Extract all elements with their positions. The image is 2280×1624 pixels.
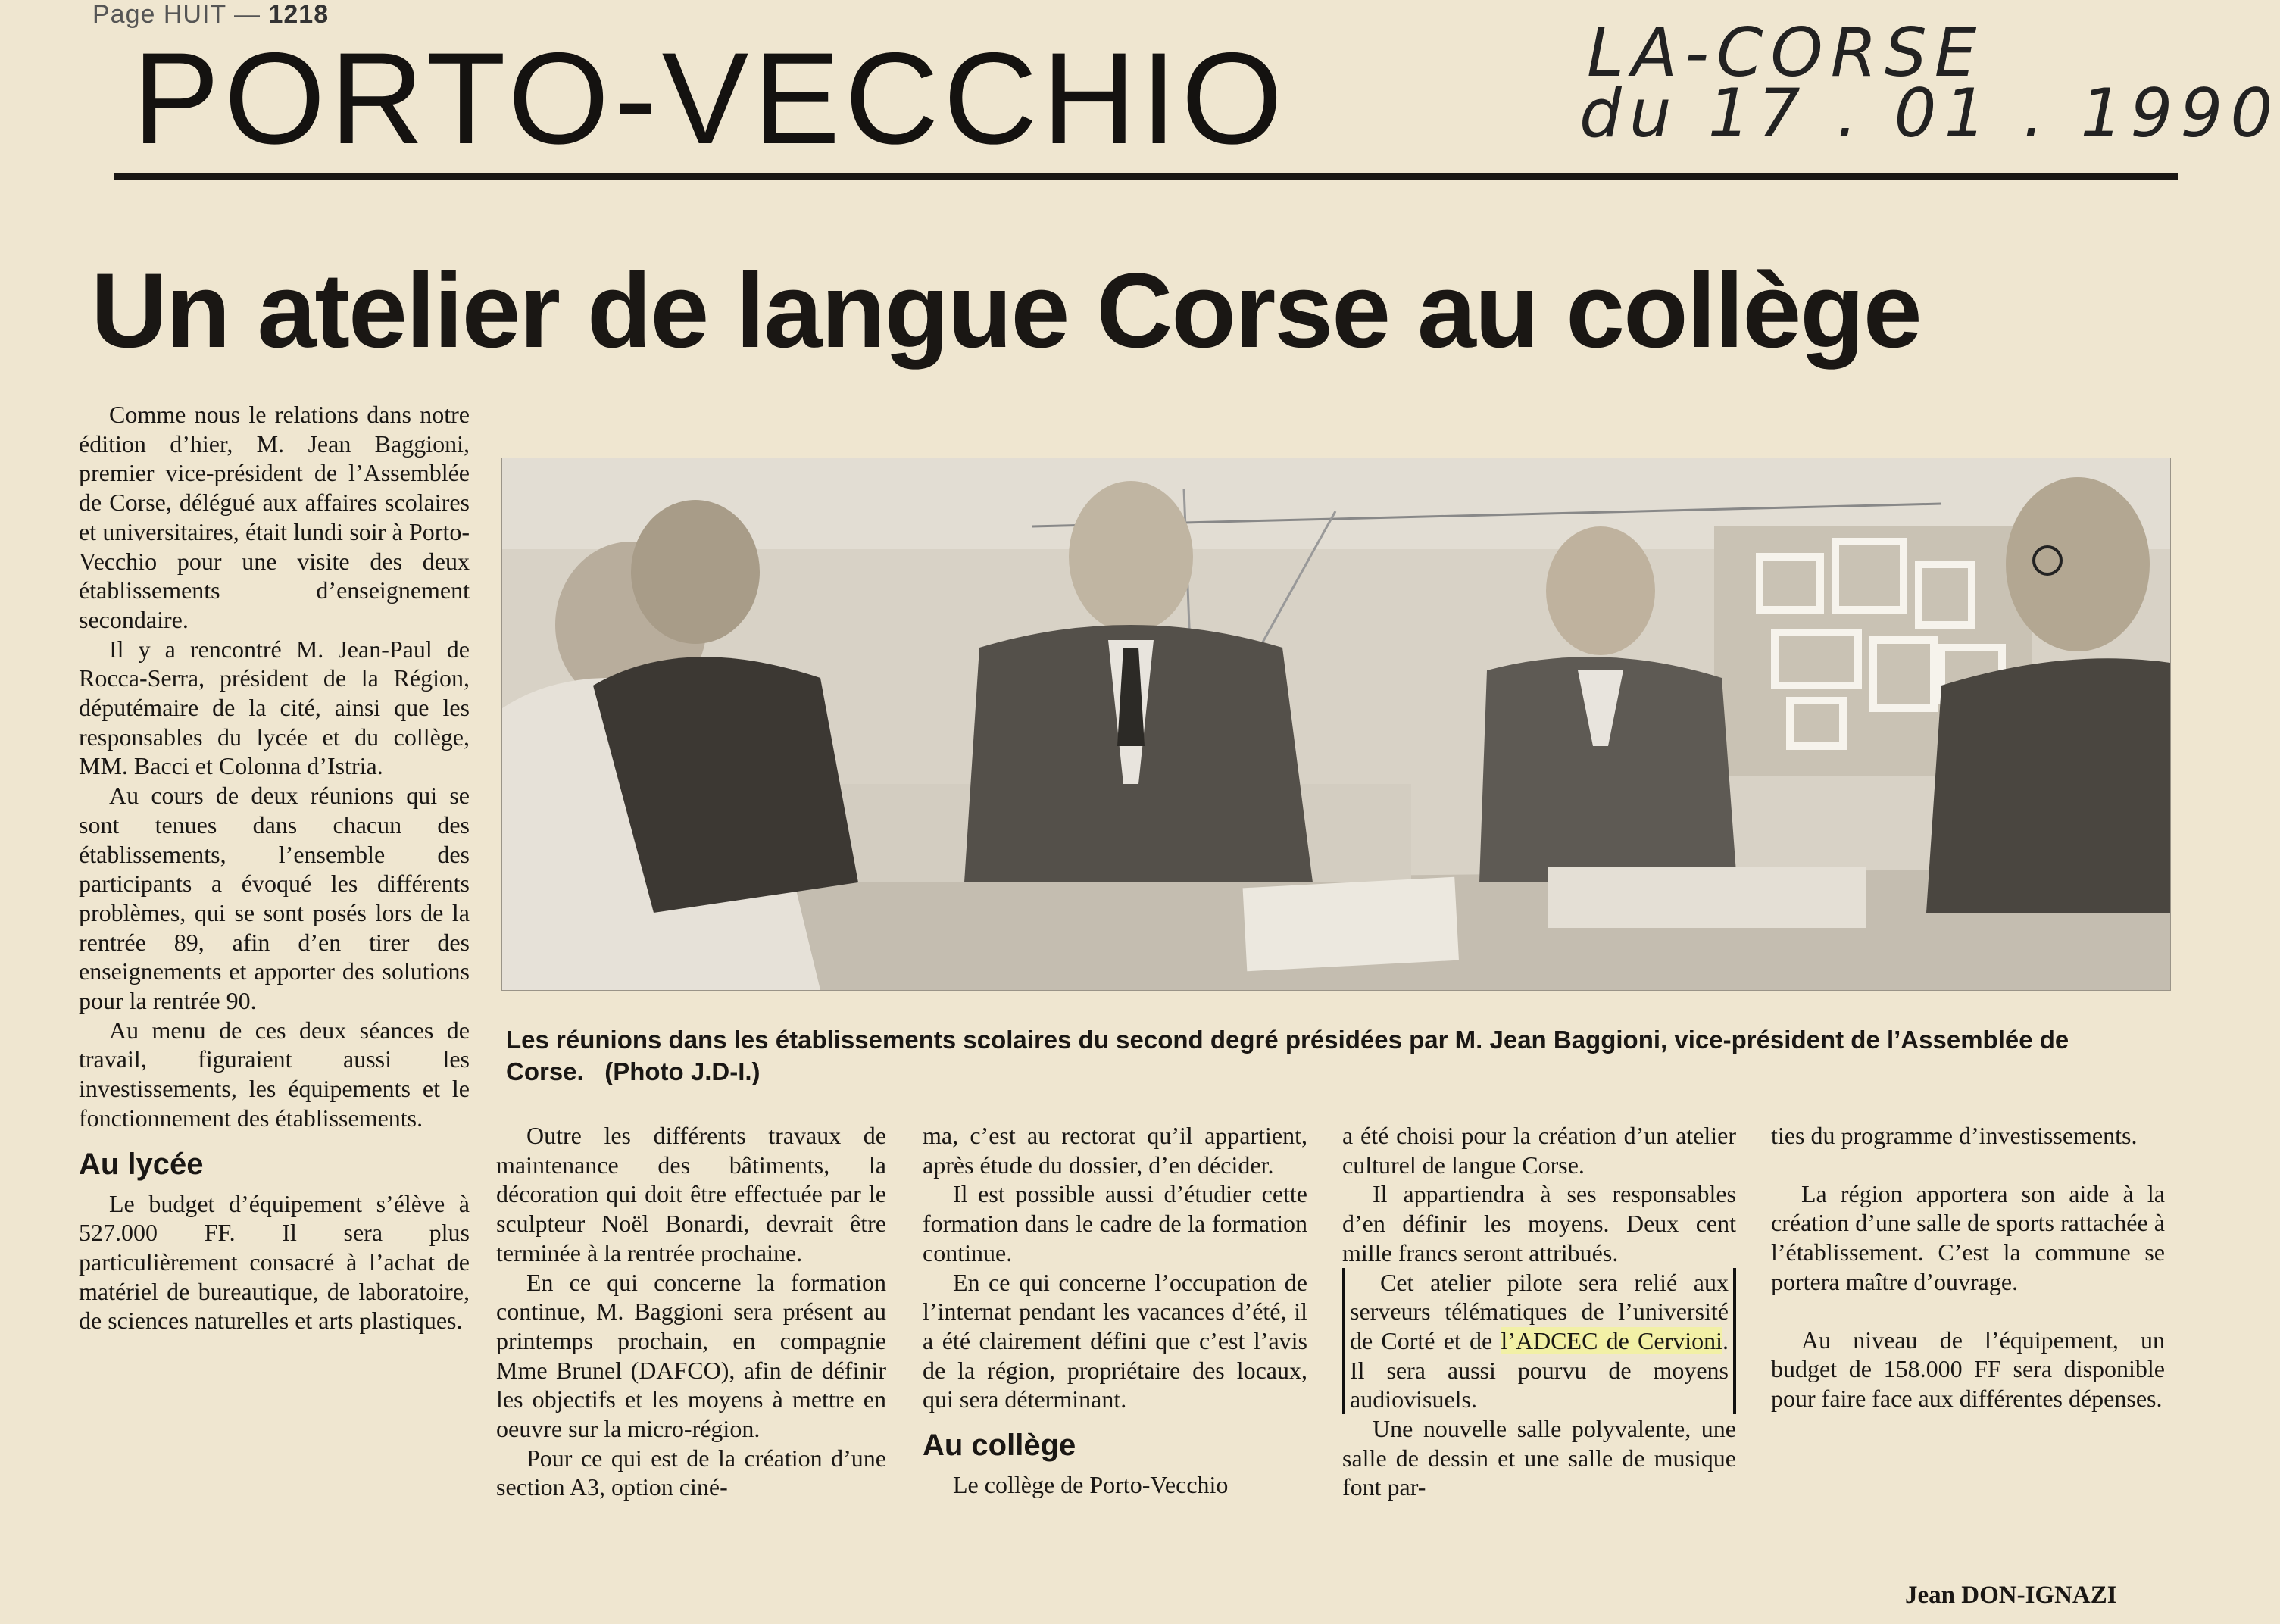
article-column-4 — [1342, 1121, 1736, 1502]
paragraph: Pour ce qui est de la création d’une section A3, option ciné- — [496, 1444, 886, 1501]
paragraph: Au niveau de l’équipement, un budget de 158.000 FF sera disponible pour faire face aux différentes dépenses. — [1771, 1326, 2165, 1412]
paragraph: a été choisi pour la création d’un atelier culturel de langue Corse. — [1342, 1122, 1736, 1179]
page-number: Page HUIT — 1218 — [92, 0, 330, 29]
paragraph: Une nouvelle salle polyvalente, une salle de dessin et une salle de musique font par- — [1342, 1415, 1736, 1501]
header-rule — [114, 173, 2178, 180]
paragraph: Il est possible aussi d’étudier cette formation dans le cadre de la formation continue. — [923, 1180, 1307, 1266]
photo-caption: Les réunions dans les établissements scolaires du second degré présidées par M. Jean Baggioni, vice-président de l’Assemblée de Corse. (Photo J.D-I.) — [506, 1026, 2069, 1085]
paragraph: Le budget d’équipement s’élève à 527.000 FF. Il sera plus particulièrement consacré à l’achat de matériel de bureautique, de laboratoire, de sciences naturelles et arts plastiques. — [79, 1189, 470, 1335]
paragraph: Il appartiendra à ses responsables d’en définir les moyens. Deux cent mille francs seront attribués. — [1342, 1180, 1736, 1266]
subhead-lycee: Au lycée — [79, 1147, 204, 1181]
spacer — [1771, 1151, 2165, 1179]
paragraph: Au menu de ces deux séances de travail, figuraient aussi les investissements, les équipements et le fonctionnement des établissements. — [79, 1016, 470, 1132]
highlighted-text: l’ADCEC de Cervioni — [1501, 1326, 1722, 1354]
paragraph: En ce qui concerne la formation continue, M. Baggioni sera présent au printemps prochain, en compagnie Mme Brunel (DAFCO), afin de définir les objectifs et les moyens à mettre en oeuvre sur la micro-région. — [496, 1268, 886, 1443]
article-column-2 — [496, 1121, 886, 1502]
handwritten-date: du 17 . 01 . 1990 — [1579, 74, 2280, 152]
paragraph: Outre les différents travaux de maintenance des bâtiments, la décoration qui doit être effectuée par le sculpteur Noël Bonardi, devrait être terminée à la rentrée prochaine. — [496, 1122, 886, 1266]
byline: Jean DON-IGNAZI — [1905, 1582, 2117, 1609]
meeting-photo-image — [502, 458, 2170, 990]
section-title: PORTO-VECCHIO — [133, 26, 1288, 171]
paragraph: ties du programme d’investissements. — [1771, 1122, 2138, 1149]
meeting-photo — [501, 458, 2171, 991]
headline: Un atelier de langue Corse au collège — [91, 251, 1921, 370]
article-column-1 — [79, 400, 470, 1335]
spacer — [1771, 1297, 2165, 1326]
paragraph: En ce qui concerne l’occupation de l’internat pendant les vacances d’été, il a été clairement défini que c’est l’avis de la région, propriétaire des locaux, qui sera déterminant. — [923, 1268, 1307, 1413]
handwritten-source: LA-CORSE — [1587, 14, 1985, 92]
paragraph: Au cours de deux réunions qui se sont tenues dans chacun des établissements, l’ensemble des participants a évoqué les différents problèmes, qui se sont posés lors de la rentrée 89, afin d’en tirer des enseignements et apporter des solutions pour la rentrée 90. — [79, 782, 470, 1015]
paragraph: La région apportera son aide à la création d’une salle de sports rattachée à l’établissement. C’est la commune se portera maître d’ouvrage. — [1771, 1179, 2165, 1295]
subhead-college: Au collège — [923, 1429, 1076, 1463]
bracketed-paragraph: Cet atelier pilote sera relié aux serveurs télématiques de l’université de Corté et de l’ADCEC de Cervioni. Il sera aussi pourvu de moyens audiovisuels. — [1342, 1268, 1736, 1415]
photo-credit: (Photo J.D-I.) — [604, 1057, 761, 1085]
paragraph: Comme nous le relations dans notre édition d’hier, M. Jean Baggioni, premier vice-président de l’Assemblée de Corse, délégué aux affaires scolaires et universitaires, était lundi soir à Porto-Vecchio pour une visite des deux établissements d’enseignement secondaire. — [79, 401, 470, 633]
paragraph: Il y a rencontré M. Jean-Paul de Rocca-Serra, président de la Région, députémaire de la cité, ainsi que les responsables du lycée et du collège, MM. Bacci et Colonna d’Istria. — [79, 635, 470, 780]
paragraph: Le collège de Porto-Vecchio — [953, 1471, 1229, 1499]
paragraph: ma, c’est au rectorat qu’il appartient, après étude du dossier, d’en décider. — [923, 1122, 1307, 1179]
article-column-5 — [1771, 1121, 2165, 1413]
article-column-3 — [923, 1121, 1307, 1500]
